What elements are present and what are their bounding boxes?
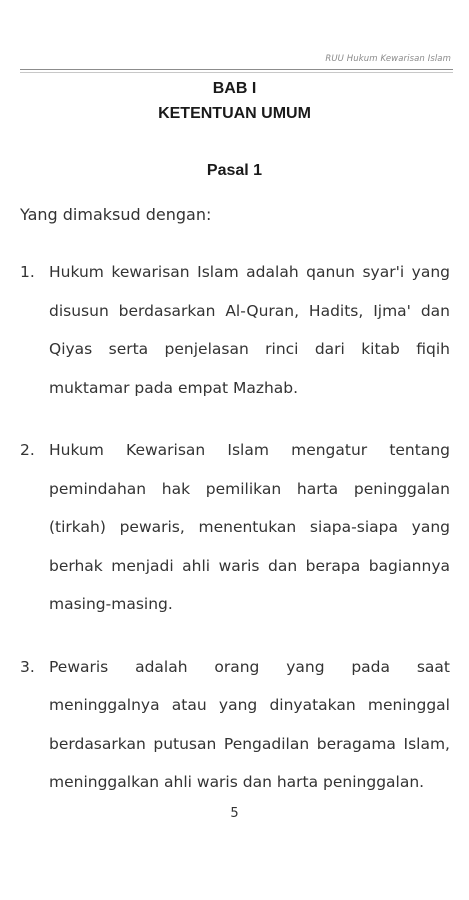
list-item-number: 1. — [20, 263, 35, 281]
definition-list — [20, 253, 450, 826]
list-item-text: Hukum Kewarisan Islam mengatur tentang pemindahan hak pemilikan harta peninggalan (tirkah) pewaris, menentukan siapa-siapa yang berhak menjadi ahli waris dan berapa bagiannya masing-masing. — [49, 441, 450, 613]
list-item — [20, 648, 450, 802]
chapter-title: KETENTUAN UMUM — [158, 105, 311, 122]
list-item-text: Hukum kewarisan Islam adalah qanun syar'i yang disusun berdasarkan Al-Quran, Hadits, Ijma' dan Qiyas serta penjelasan rinci dari kitab fiqih muktamar pada empat Mazhab. — [49, 263, 450, 397]
chapter-number: BAB I — [212, 80, 257, 97]
header-divider-secondary — [20, 72, 453, 73]
running-header: RUU Hukum Kewarisan Islam — [325, 54, 451, 64]
list-item-number: 2. — [20, 441, 35, 459]
list-item — [20, 431, 450, 624]
list-item-text: Pewaris adalah orang yang pada saat meninggalnya atau yang dinyatakan meninggal berdasarkan putusan Pengadilan beragama Islam, meninggalkan ahli waris dan harta peninggalan. — [49, 657, 450, 791]
page-number: 5 — [230, 806, 239, 821]
header-divider — [20, 69, 453, 70]
list-item — [20, 253, 450, 407]
article-title: Pasal 1 — [206, 162, 263, 179]
list-item-number: 3. — [20, 657, 35, 676]
intro-text: Yang dimaksud dengan: — [20, 205, 212, 224]
